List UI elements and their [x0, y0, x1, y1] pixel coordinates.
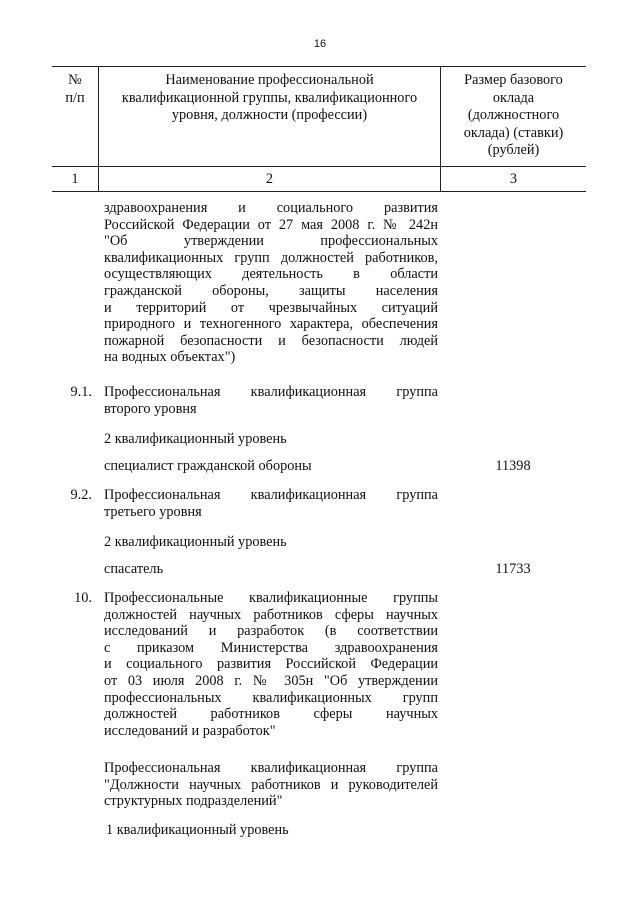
text-line: пожарной безопасности и безопасности людей — [104, 332, 438, 349]
continuation-text — [104, 200, 438, 366]
column-number-3: 3 — [509, 171, 518, 187]
text-line: квалификационных групп должностей работников, — [104, 249, 438, 266]
header-col-name-line: Наименование профессиональной — [165, 72, 374, 88]
header-col-number-line: № — [68, 72, 82, 88]
text-line: и территорий от чрезвычайных ситуаций — [104, 299, 438, 316]
text-line: Российской Федерации от 27 мая 2008 г. № 242н — [104, 216, 438, 233]
header-col-salary-line: Размер базового — [464, 72, 563, 88]
header-col-salary-line: оклада) (ставки) — [463, 124, 564, 141]
text-line: спасатель — [104, 561, 164, 577]
column-number-2: 2 — [265, 171, 274, 187]
header-col-salary-line: (должностного — [467, 107, 560, 123]
row-number: 10. — [74, 590, 92, 606]
group-name — [104, 760, 438, 810]
text-line: 2 квалификационный уровень — [104, 431, 287, 447]
text-line: исследований и разработок (в соответствии — [104, 623, 438, 640]
text-line: здравоохранения и социального развития — [104, 200, 438, 216]
text-line: Профессиональная квалификационная группа — [104, 760, 438, 776]
text-line: Профессиональная квалификационная группа — [104, 487, 438, 503]
row-number: 9.1. — [70, 384, 92, 400]
salary-value: 11398 — [495, 458, 531, 474]
text-line: должностей научных работников сферы научных — [104, 606, 438, 623]
text-line: специалист гражданской обороны — [104, 458, 312, 474]
column-number-1: 1 — [71, 171, 79, 187]
text-line: структурных подразделений" — [104, 793, 283, 810]
header-col-salary-line: оклада — [492, 89, 535, 106]
header-col-name — [99, 72, 440, 125]
text-line: и социального развития Российской Федерации — [104, 656, 438, 673]
text-line: профессиональных квалификационных групп — [104, 689, 438, 706]
header-col-name-line: уровня, должности (профессии) — [171, 107, 368, 123]
section-description — [104, 590, 438, 739]
header-col-salary — [441, 72, 586, 160]
row-number: 9.2. — [70, 487, 92, 503]
position-name — [104, 561, 438, 578]
header-col-name-line: квалификационной группы, квалификационного — [121, 89, 418, 106]
header-col-salary-line: (рублей) — [487, 142, 540, 158]
text-line: третьего уровня — [104, 503, 202, 520]
text-line: Профессиональная квалификационная группа — [104, 384, 438, 400]
group-name — [104, 384, 438, 417]
group-name — [104, 487, 438, 520]
qualification-level — [104, 431, 438, 448]
text-line: природного и техногенного характера, обеспечения — [104, 316, 438, 333]
text-line: с приказом Министерства здравоохранения — [104, 639, 438, 656]
text-line: 1 квалификационный уровень — [106, 822, 289, 838]
salary-value: 11733 — [495, 561, 531, 577]
text-line: гражданской обороны, защиты населения — [104, 282, 438, 299]
text-line: "Об утверждении профессиональных — [104, 233, 438, 250]
qualification-level — [104, 534, 438, 551]
text-line: исследований и разработок" — [104, 722, 276, 739]
header-col-number-line: п/п — [65, 89, 85, 106]
table-top-border — [52, 66, 586, 67]
text-line: должностей работников сферы научных — [104, 706, 438, 723]
position-name — [104, 458, 438, 475]
text-line: 2 квалификационный уровень — [104, 534, 287, 550]
text-line: Профессиональные квалификационные группы — [104, 590, 438, 606]
header-bottom-border — [52, 166, 586, 167]
page-number: 16 — [313, 38, 327, 50]
text-line: от 03 июля 2008 г. № 305н "Об утверждении — [104, 672, 438, 689]
text-line: "Должности научных работников и руководителей — [104, 776, 438, 793]
colnum-bottom-border — [52, 191, 586, 192]
text-line: осуществляющих деятельность в области — [104, 266, 438, 283]
header-col-number — [52, 72, 98, 107]
text-line: на водных объектах") — [104, 349, 236, 366]
qualification-level — [106, 822, 440, 839]
text-line: второго уровня — [104, 400, 197, 417]
